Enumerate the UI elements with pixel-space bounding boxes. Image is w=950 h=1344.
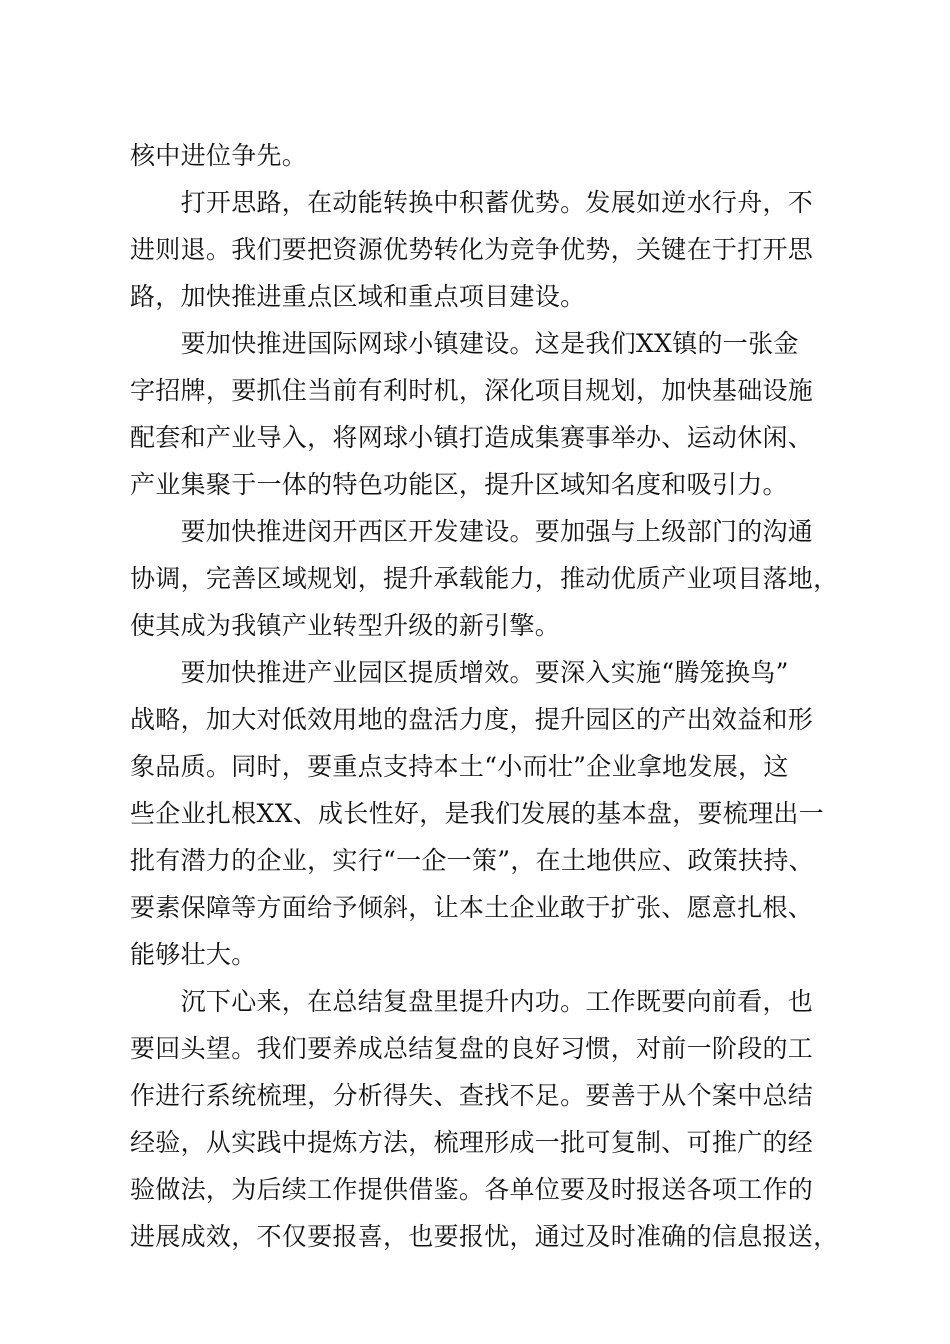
text-line: 作进行系统梳理，分析得失、查找不足。要善于从个案中总结 — [130, 1081, 814, 1110]
text-line: 要回头望。我们要养成总结复盘的良好习惯，对前一阶段的工 — [130, 1034, 814, 1063]
text-line: 使其成为我镇产业转型升级的新引擎。 — [130, 611, 561, 640]
text-line: 能够壮大。 — [130, 940, 257, 969]
text-line: 战略，加大对低效用地的盘活力度，提升园区的产出效益和形 — [130, 705, 814, 734]
text-line: 要素保障等方面给予倾斜，让本土企业敢于扩张、愿意扎根、 — [130, 893, 814, 922]
text-line: 象品质。同时，要重点支持本土“小而壮”企业拿地发展，这 — [130, 752, 789, 781]
text-line: 路，加快推进重点区域和重点项目建设。 — [130, 282, 586, 311]
text-line: 产业集聚于一体的特色功能区，提升区域知名度和吸引力。 — [130, 470, 788, 499]
text-line: 沉下心来，在总结复盘里提升内功。工作既要向前看，也 — [130, 987, 814, 1016]
text-line: 核中进位争先。 — [130, 141, 308, 170]
text-line: 打开思路，在动能转换中积蓄优势。发展如逆水行舟，不 — [130, 188, 814, 217]
text-line: 经验，从实践中提炼方法，梳理形成一批可复制、可推广的经 — [130, 1128, 814, 1157]
text-line: 要加快推进国际网球小镇建设。这是我们XX镇的一张金 — [130, 329, 799, 358]
text-line: 要加快推进产业园区提质增效。要深入实施“腾笼换鸟” — [130, 658, 789, 687]
text-line: 要加快推进闵开西区开发建设。要加强与上级部门的沟通 — [130, 517, 814, 546]
text-line: 验做法，为后续工作提供借鉴。各单位要及时报送各项工作的 — [130, 1175, 814, 1204]
document-body — [130, 132, 839, 1260]
text-line: 进则退。我们要把资源优势转化为竞争优势，关键在于打开思 — [130, 235, 814, 264]
text-line: 配套和产业导入，将网球小镇打造成集赛事举办、运动休闲、 — [130, 423, 814, 452]
text-line: 进展成效，不仅要报喜，也要报忧，通过及时准确的信息报送， — [130, 1222, 839, 1251]
text-line: 协调，完善区域规划，提升承载能力，推动优质产业项目落地， — [130, 564, 839, 593]
text-line: 批有潜力的企业，实行“一企一策”，在土地供应、政策扶持、 — [130, 846, 814, 875]
text-line: 字招牌，要抓住当前有利时机，深化项目规划，加快基础设施 — [130, 376, 814, 405]
text-line: 些企业扎根XX、成长性好，是我们发展的基本盘，要梳理出一 — [130, 799, 824, 828]
